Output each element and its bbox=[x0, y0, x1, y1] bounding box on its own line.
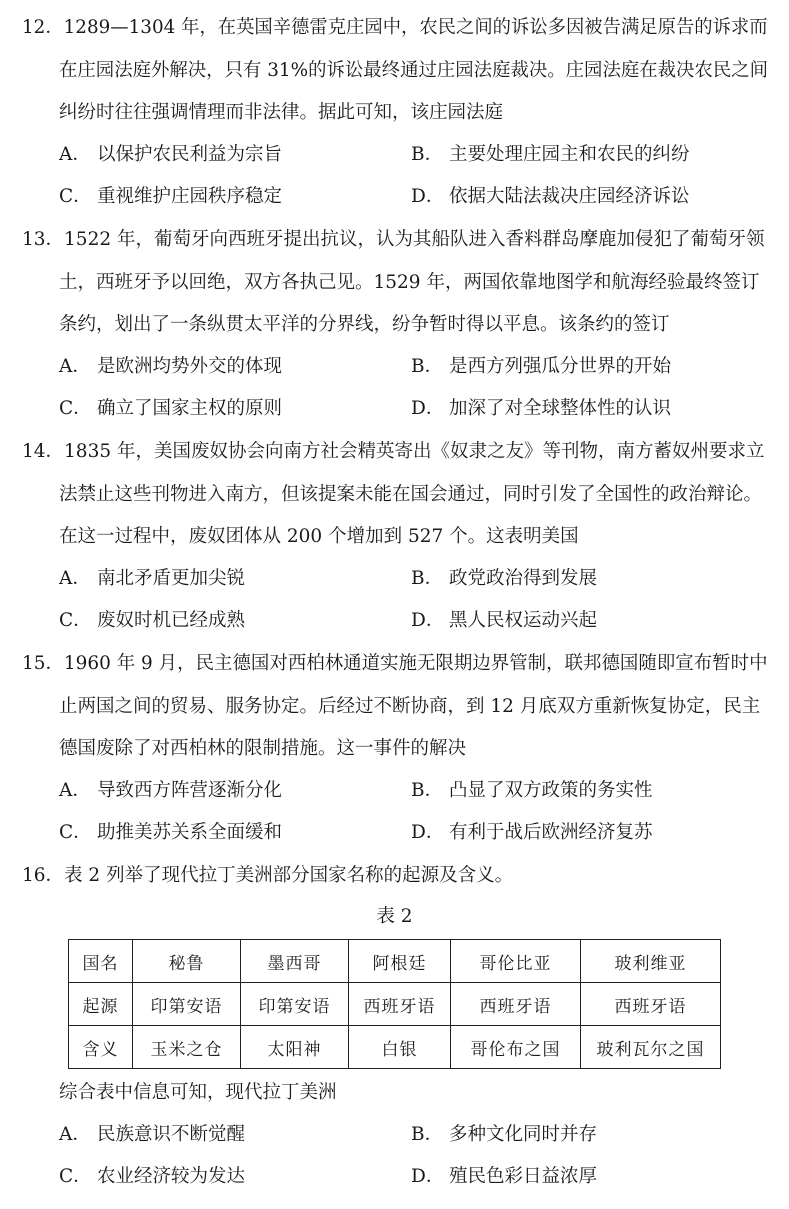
q14-option-a[interactable] bbox=[59, 566, 245, 592]
table-cell: 白银 bbox=[349, 1026, 451, 1069]
option-letter: D． bbox=[411, 398, 445, 419]
option-text: 殖民色彩日益浓厚 bbox=[449, 1166, 598, 1187]
q12-option-c[interactable] bbox=[59, 184, 282, 210]
q13-line-1: 13．1522 年，葡萄牙向西班牙提出抗议，认为其船队进入香料群岛摩鹿加侵犯了葡萄牙领 bbox=[22, 229, 765, 250]
option-text: 导致西方阵营逐渐分化 bbox=[97, 780, 283, 801]
option-letter: D． bbox=[411, 1166, 445, 1187]
q15-option-a[interactable] bbox=[59, 778, 282, 804]
q13-option-c[interactable] bbox=[59, 396, 282, 422]
option-text: 政党政治得到发展 bbox=[449, 568, 598, 589]
table-cell: 阿根廷 bbox=[349, 940, 451, 983]
q14-line-3: 在这一过程中，废奴团体从 200 个增加到 527 个。这表明美国 bbox=[59, 526, 579, 547]
option-letter: C． bbox=[59, 1166, 92, 1187]
option-letter: A． bbox=[59, 780, 91, 801]
option-text: 民族意识不断觉醒 bbox=[97, 1124, 246, 1145]
q12-option-b[interactable] bbox=[411, 142, 690, 168]
q16-option-a[interactable] bbox=[59, 1122, 245, 1148]
table-row bbox=[69, 1026, 721, 1069]
option-letter: C． bbox=[59, 822, 92, 843]
q15-option-d[interactable] bbox=[411, 820, 653, 846]
q15-option-c[interactable] bbox=[59, 820, 282, 846]
q13-option-b[interactable] bbox=[411, 354, 671, 380]
table-cell: 西班牙语 bbox=[349, 983, 451, 1026]
option-text: 助推美苏关系全面缓和 bbox=[97, 822, 283, 843]
q16-option-c[interactable] bbox=[59, 1164, 245, 1190]
option-text: 是西方列强瓜分世界的开始 bbox=[449, 356, 672, 377]
table-caption: 表 2 bbox=[376, 906, 413, 927]
q14-option-d[interactable] bbox=[411, 608, 597, 634]
option-letter: A． bbox=[59, 356, 91, 377]
option-letter: B． bbox=[411, 1124, 444, 1145]
table-cell: 哥伦比亚 bbox=[451, 940, 581, 983]
q12-line-1: 12．1289—1304 年，在英国辛德雷克庄园中，农民之间的诉讼多因被告满足原告的诉求而 bbox=[22, 17, 768, 38]
option-text: 确立了国家主权的原则 bbox=[97, 398, 283, 419]
table-cell: 秘鲁 bbox=[133, 940, 241, 983]
q13-option-a[interactable] bbox=[59, 354, 282, 380]
option-text: 南北矛盾更加尖锐 bbox=[97, 568, 246, 589]
table-cell: 太阳神 bbox=[241, 1026, 349, 1069]
q16-line-1: 16．表 2 列举了现代拉丁美洲部分国家名称的起源及含义。 bbox=[22, 865, 514, 886]
option-text: 废奴时机已经成熟 bbox=[97, 610, 246, 631]
country-name-table bbox=[68, 939, 721, 1069]
q13-line-3: 条约，划出了一条纵贯太平洋的分界线，纷争暂时得以平息。该条约的签订 bbox=[59, 314, 670, 335]
q13-option-d[interactable] bbox=[411, 396, 671, 422]
table-cell: 含义 bbox=[69, 1026, 133, 1069]
table-cell: 起源 bbox=[69, 983, 133, 1026]
table-cell: 国名 bbox=[69, 940, 133, 983]
option-text: 加深了对全球整体性的认识 bbox=[449, 398, 672, 419]
q15-line-2: 止两国之间的贸易、服务协定。后经过不断协商，到 12 月底双方重新恢复协定，民主 bbox=[59, 696, 761, 717]
option-letter: B． bbox=[411, 356, 444, 377]
q14-line-2: 法禁止这些刊物进入南方，但该提案未能在国会通过，同时引发了全国性的政治辩论。 bbox=[59, 484, 763, 505]
table-cell: 玻利维亚 bbox=[581, 940, 721, 983]
option-text: 以保护农民利益为宗旨 bbox=[97, 144, 283, 165]
option-letter: D． bbox=[411, 610, 445, 631]
q12-line-2: 在庄园法庭外解决，只有 31%的诉讼最终通过庄园法庭裁决。庄园法庭在裁决农民之间 bbox=[59, 60, 769, 81]
option-text: 多种文化同时并存 bbox=[449, 1124, 598, 1145]
q16-after-table: 综合表中信息可知，现代拉丁美洲 bbox=[59, 1082, 337, 1103]
table-cell: 玻利瓦尔之国 bbox=[581, 1026, 721, 1069]
q15-line-1: 15．1960 年 9 月，民主德国对西柏林通道实施无限期边界管制，联邦德国随即宣布暂时中 bbox=[22, 653, 768, 674]
q16-option-d[interactable] bbox=[411, 1164, 597, 1190]
option-letter: C． bbox=[59, 186, 92, 207]
q14-option-c[interactable] bbox=[59, 608, 245, 634]
table-cell: 印第安语 bbox=[133, 983, 241, 1026]
q14-option-b[interactable] bbox=[411, 566, 597, 592]
q14-line-1: 14．1835 年，美国废奴协会向南方社会精英寄出《奴隶之友》等刊物，南方蓄奴州要求立 bbox=[22, 441, 765, 462]
option-text: 是欧洲均势外交的体现 bbox=[97, 356, 283, 377]
option-letter: A． bbox=[59, 568, 91, 589]
option-letter: B． bbox=[411, 144, 444, 165]
q16-option-b[interactable] bbox=[411, 1122, 597, 1148]
table-cell: 哥伦布之国 bbox=[451, 1026, 581, 1069]
option-text: 凸显了双方政策的务实性 bbox=[449, 780, 653, 801]
q15-line-3: 德国废除了对西柏林的限制措施。这一事件的解决 bbox=[59, 738, 467, 759]
option-letter: B． bbox=[411, 568, 444, 589]
option-letter: A． bbox=[59, 1124, 91, 1145]
q15-option-b[interactable] bbox=[411, 778, 653, 804]
table-row bbox=[69, 940, 721, 983]
option-text: 有利于战后欧洲经济复苏 bbox=[449, 822, 653, 843]
option-letter: B． bbox=[411, 780, 444, 801]
q13-line-2: 土，西班牙予以回绝，双方各执己见。1529 年，两国依靠地图学和航海经验最终签订 bbox=[59, 272, 760, 293]
option-text: 主要处理庄园主和农民的纠纷 bbox=[449, 144, 690, 165]
option-text: 依据大陆法裁决庄园经济诉讼 bbox=[449, 186, 690, 207]
option-letter: D． bbox=[411, 186, 445, 207]
table-cell: 西班牙语 bbox=[451, 983, 581, 1026]
table-cell: 西班牙语 bbox=[581, 983, 721, 1026]
option-letter: C． bbox=[59, 398, 92, 419]
table-cell: 墨西哥 bbox=[241, 940, 349, 983]
option-text: 重视维护庄园秩序稳定 bbox=[97, 186, 283, 207]
table-cell: 印第安语 bbox=[241, 983, 349, 1026]
option-text: 农业经济较为发达 bbox=[97, 1166, 246, 1187]
q12-option-d[interactable] bbox=[411, 184, 690, 210]
option-text: 黑人民权运动兴起 bbox=[449, 610, 598, 631]
option-letter: C． bbox=[59, 610, 92, 631]
option-letter: D． bbox=[411, 822, 445, 843]
q12-line-3: 纠纷时往往强调情理而非法律。据此可知，该庄园法庭 bbox=[59, 102, 504, 123]
table-cell: 玉米之仓 bbox=[133, 1026, 241, 1069]
q12-option-a[interactable] bbox=[59, 142, 282, 168]
table-row bbox=[69, 983, 721, 1026]
option-letter: A． bbox=[59, 144, 91, 165]
